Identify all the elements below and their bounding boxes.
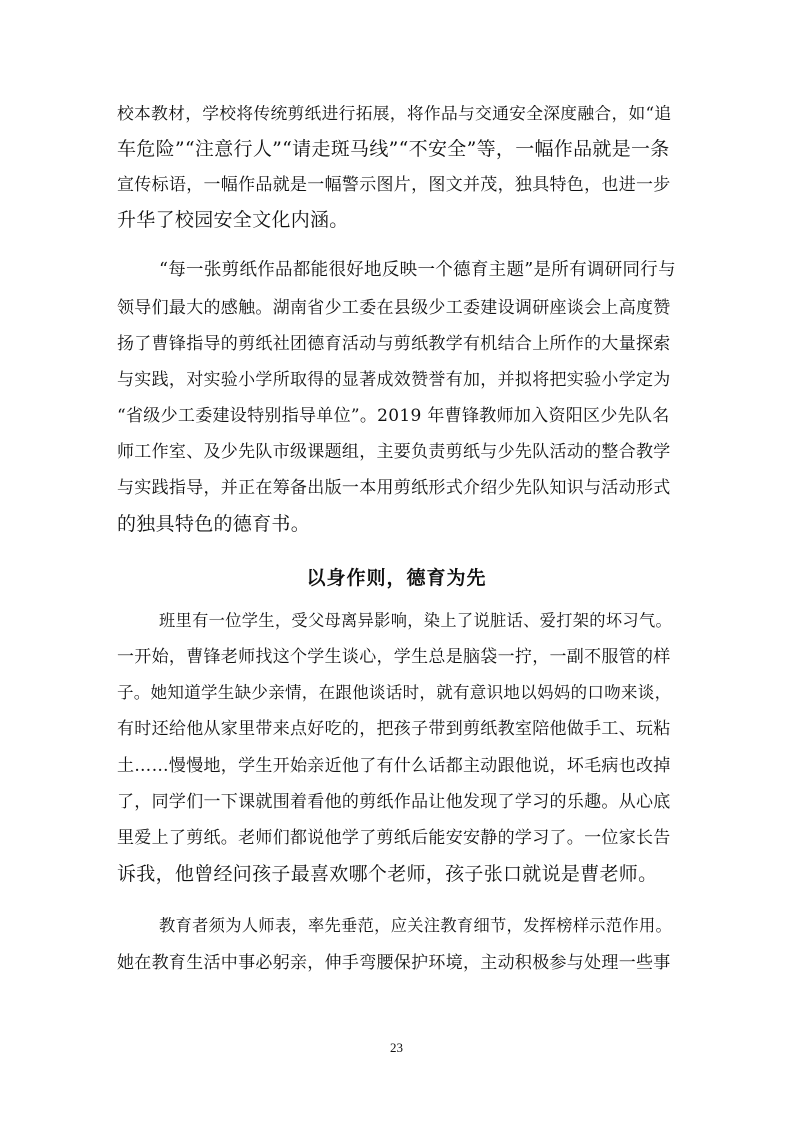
text-line: “省级少工委建设特别指导单位”。2019 年曹锋教师加入资阳区少先队名 bbox=[117, 406, 670, 426]
page-number: 23 bbox=[390, 1040, 403, 1055]
text-line: 与实践，对实验小学所取得的显著成效赞誉有加，并拟将把实验小学定为 bbox=[117, 370, 671, 390]
text-line: 的独具特色的德育书。 bbox=[117, 513, 311, 535]
text-line: 教育者须为人师表，率先垂范，应关注教育细节，发挥榜样示范作用。 bbox=[159, 916, 673, 935]
text-line: 师工作室、及少先队市级课题组，主要负责剪纸与少先队活动的整合教学 bbox=[117, 442, 671, 462]
text-line: 与实践指导，并正在筹备出版一本用剪纸形式介绍少先队知识与活动形式 bbox=[117, 478, 671, 498]
text-line: 扬了曹锋指导的剪纸社团德育活动与剪纸教学有机结合上所作的大量探索 bbox=[117, 334, 671, 354]
text-line: 班里有一位学生，受父母离异影响，染上了说脏话、爱打架的坏习气。 bbox=[159, 611, 673, 630]
text-line: 里爱上了剪纸。老师们都说他学了剪纸后能安安静的学习了。一位家长告 bbox=[117, 828, 671, 848]
text-line: 子。她知道学生缺少亲情，在跟他谈话时，就有意识地以妈妈的口吻来谈， bbox=[117, 683, 672, 702]
section-heading: 以身作则，德育为先 bbox=[306, 567, 487, 589]
text-line: 车危险”“注意行人”“请走斑马线”“不安全”等，一幅作品就是一条 bbox=[117, 138, 670, 160]
text-line: 了，同学们一下课就围着看他的剪纸作品让他发现了学习的乐趣。从心底 bbox=[117, 792, 671, 812]
text-line: 有时还给他从家里带来点好吃的，把孩子带到剪纸教室陪他做手工、玩粘 bbox=[117, 719, 671, 739]
text-line: 她在教育生活中事必躬亲，伸手弯腰保护环境，主动积极参与处理一些事 bbox=[117, 953, 671, 973]
text-line: 一开始，曹锋老师找这个学生谈心，学生总是脑袋一拧，一副不服管的样 bbox=[117, 647, 671, 667]
text-line: 宣传标语，一幅作品就是一幅警示图片，图文并茂，独具特色，也进一步 bbox=[117, 175, 671, 195]
text-line: “每一张剪纸作品都能很好地反映一个德育主题”是所有调研同行与 bbox=[159, 260, 676, 280]
text-line: 升华了校园安全文化内涵。 bbox=[117, 209, 349, 231]
text-line: 土……慢慢地，学生开始亲近他了有什么话都主动跟他说，坏毛病也改掉 bbox=[117, 756, 671, 776]
text-line: 校本教材，学校将传统剪纸进行拓展，将作品与交通安全深度融合，如“追 bbox=[117, 103, 672, 123]
text-line: 领导们最大的感触。湖南省少工委在县级少工委建设调研座谈会上高度赞 bbox=[117, 298, 671, 318]
text-line: 诉我，他曾经问孩子最喜欢哪个老师，孩子张口就说是曹老师。 bbox=[117, 863, 658, 885]
